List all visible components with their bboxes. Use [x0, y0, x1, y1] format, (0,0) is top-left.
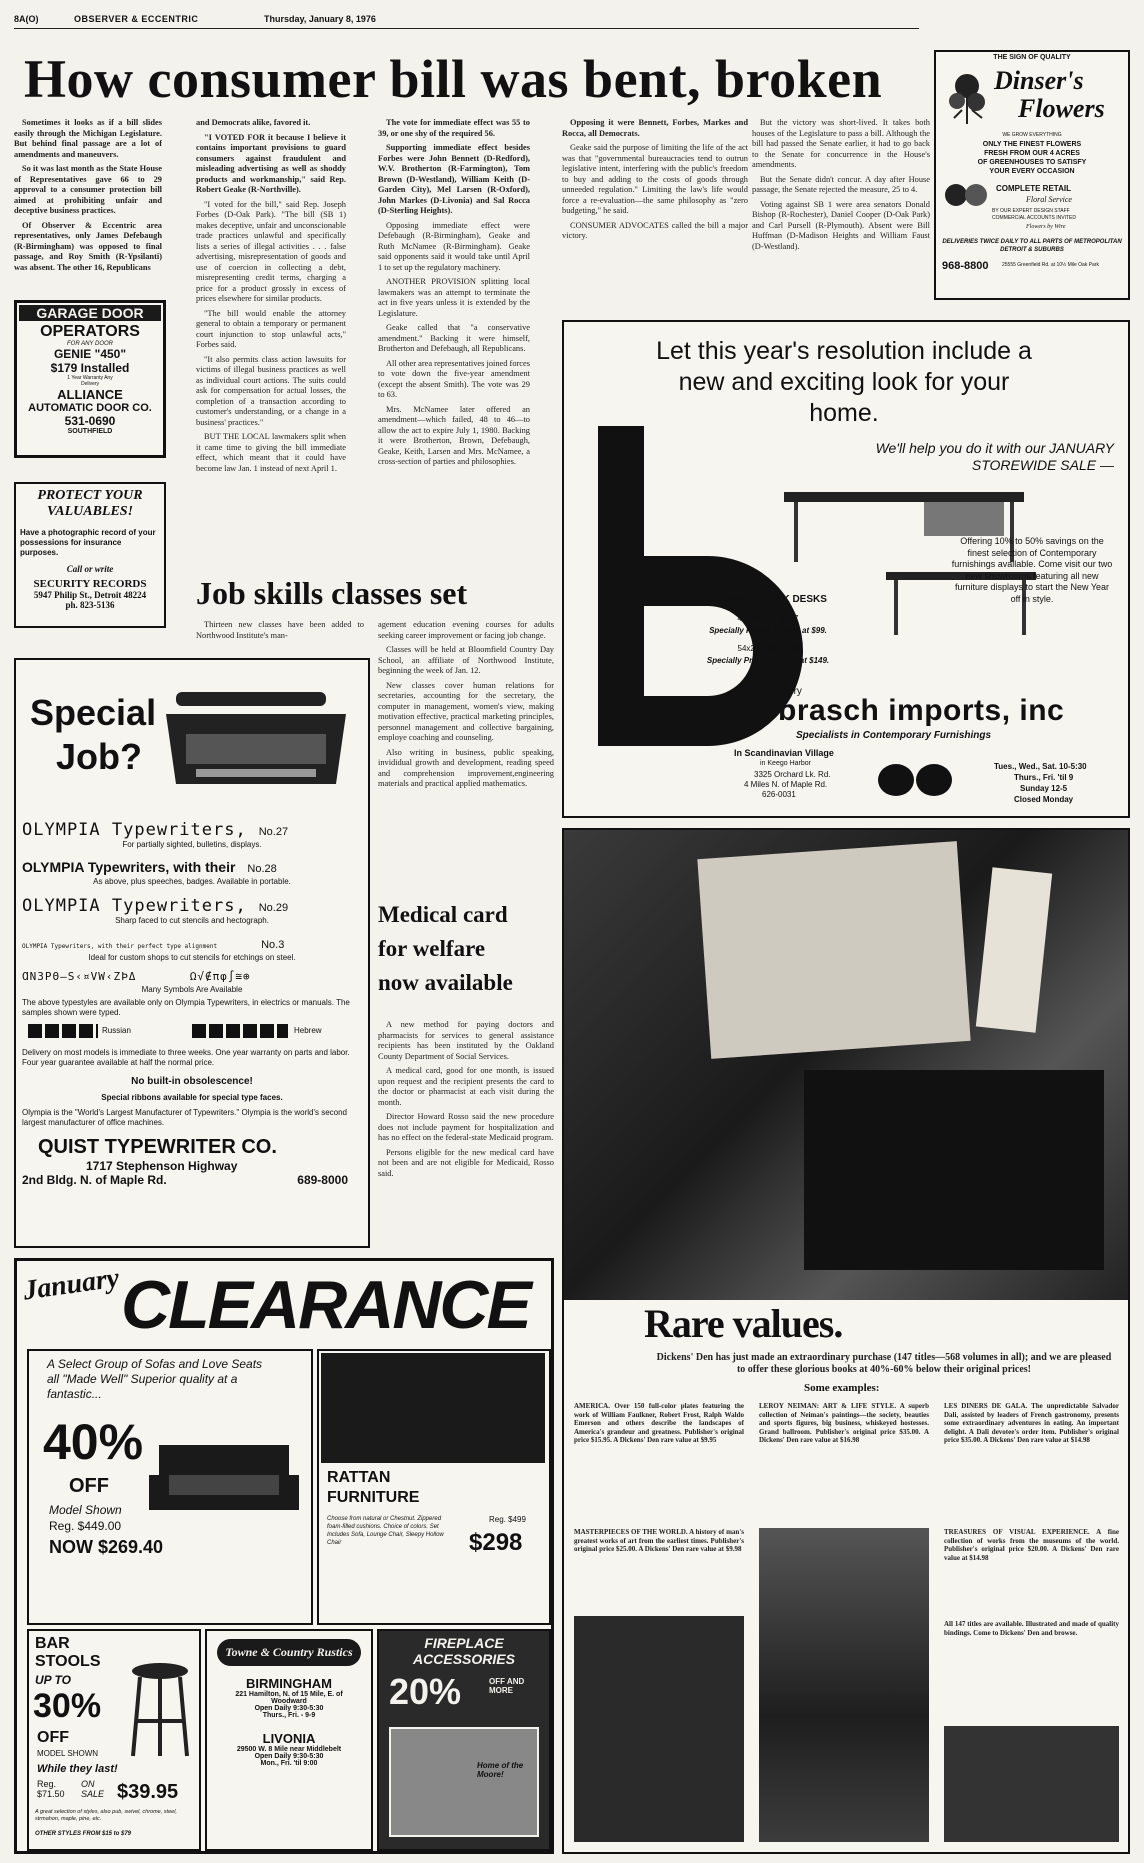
bar-off: OFF [37, 1729, 69, 1746]
dinser-tag: WE GROW EVERYTHING [1002, 132, 1062, 138]
typewriter-image [156, 674, 356, 794]
medical-headline-line: now available [378, 970, 513, 995]
book-spine [976, 867, 1052, 1032]
paragraph: Classes will be held at Bloomfield Country Day School, an affiliate of Northwood Institute, beginning the week of Jan. 12. [378, 645, 554, 675]
sale-emblem-icon [876, 762, 956, 798]
livonia-title: LIVONIA [262, 1731, 316, 1746]
paragraph: Voting against SB 1 were area senators Donald Bishop (R-Rochester), Daniel Cooper (D-Oak Park) and Carl Pursell (R-Plymouth). Absent were Bill Huffman (D-Madison Heights and William Faust (D-Westland). [752, 199, 930, 251]
dinser-name-2: Flowers [1018, 94, 1105, 123]
paragraph: A medical card, good for one month, is issued upon request and the recipient presents the card to the doctor or pharmacist at each visit during the month. [378, 1066, 554, 1107]
dinser-flowers-ad [934, 50, 1130, 300]
rattan-panel [317, 1349, 551, 1625]
type-sample-number: No.28 [247, 863, 277, 875]
garage-price: $179 Installed [50, 361, 130, 375]
sofa-image [149, 1415, 299, 1525]
sofa-off: OFF [69, 1475, 109, 1497]
dinser-name-1: Dinser's [994, 66, 1084, 95]
paragraph: All other area representatives joined forces to vote down the five-year amendment (except the absent Smith). The vote was 29 to 63. [378, 358, 530, 399]
rare-item-4: MASTERPIECES OF THE WORLD. A history of man's greatest works of art from the earliest times. Publisher's original price $25.00. A Dickens' Den rare value at $9.98 [574, 1528, 744, 1553]
type-sample-desc: Ideal for custom shops to cut stencils for etchings on steel. [88, 953, 296, 962]
brasch-hours-4: Closed Monday [1014, 795, 1074, 804]
dark-book [804, 1070, 1104, 1270]
dinser-staff: BY OUR EXPERT DESIGN STAFF [992, 208, 1070, 214]
sofa-percent: 40% [43, 1414, 144, 1470]
sofa-text: A Select Group of Sofas and Love Seats all "Made Well" Superior quality at a fantastic... [47, 1357, 263, 1401]
security-records-ad [14, 482, 166, 628]
quist-typewriter-ad [14, 658, 370, 1248]
typewriter-row [22, 896, 362, 925]
type-sample-desc: As above, plus speeches, badges. Available in portable. [93, 877, 291, 886]
symbols-available: Many Symbols Are Available [141, 985, 243, 994]
garage-sub: FOR ANY DOOR [66, 341, 113, 347]
dinser-address: 25555 Greenfield Rd. at 10½ Mile Oak Park [1002, 262, 1099, 268]
security-body: Have a photographic record of your possessions for insurance purposes. [20, 528, 156, 557]
medical-headline-line: for welfare [378, 936, 486, 961]
model-shown: Model Shown [49, 1503, 122, 1517]
paragraph: Persons eligible for the new medical card have not been and are not eligible for Medicaid, Rosso said. [378, 1147, 554, 1178]
bar-upto: UP TO [35, 1673, 72, 1687]
brasch-imports-ad [562, 320, 1130, 818]
typewriter-row [22, 859, 362, 886]
sofa-now: NOW $269.40 [49, 1537, 164, 1557]
language-samples [22, 1024, 362, 1040]
bar-on-sale: ON SALE [81, 1779, 105, 1799]
store-info-panel [205, 1629, 373, 1851]
typewriter-headline-1: Special [30, 692, 157, 733]
bar-stools-panel [27, 1629, 201, 1851]
bar-price: $39.95 [117, 1781, 179, 1803]
sofa-panel [27, 1349, 313, 1625]
bar-reg: Reg. $71.50 [37, 1779, 65, 1799]
no-obsolescence: No built-in obsolescence! [131, 1076, 253, 1087]
clearance-ad [14, 1258, 554, 1854]
main-story-col-3 [378, 118, 530, 588]
quist-address: 1717 Stephenson Highway [86, 1159, 238, 1173]
fireplace-panel [377, 1629, 551, 1851]
paragraph: "It also permits class action lawsuits for victims of illegal business practices as well as individual court actions. The suits could ask for compensation for actual losses, the completion of a transaction according to customer's understanding, or a change in a business' practices." [196, 354, 346, 427]
page-number: 8A(O) [14, 14, 39, 24]
dinser-line: YOUR EVERY OCCASION [989, 168, 1075, 175]
brasch-addr-2: 4 Miles N. of Maple Rd. [744, 780, 828, 789]
fireplace-title: FIREPLACE ACCESSORIES [413, 1635, 515, 1667]
cash-carry: Cash and carry [734, 686, 802, 697]
quist-bldg-row [22, 1173, 362, 1187]
paragraph: "I VOTED FOR it because I believe it contains important provisions to guard consumers against fraudulent and misleading advertising as well as shoddy products and workmanship," said Rep. Robert Geake (R-Northville). [196, 132, 346, 194]
fireplace-percent: 20% [389, 1671, 462, 1712]
rare-item-3: LES DINERS DE GALA. The unpredictable Salvador Dali, assisted by leaders of French gastronomy, presents some extraordinary adventures in eating. An important delight. A Dali devotee's order item. Publisher's original price $35.00. A Dickens' Den rare value at $14.98 [944, 1402, 1119, 1444]
paragraph: Also writing in business, public speaking, invididual growth and development, reading speed and comprehension improvement,engineering materials and practical applied mathematics. [378, 747, 554, 788]
fireplace-off: OFF AND MORE [489, 1677, 525, 1695]
clearance-january: January [21, 1262, 122, 1307]
type-sample-number: No.29 [258, 902, 289, 914]
brasch-offer: Offering 10% to 50% savings on the finest selection of Contemporary furnishings available. Come visit our two new showrooms featuring all new furniture displays to start the New Year off in style. [951, 536, 1113, 604]
brasch-harbor: in Keego Harbor [760, 760, 811, 767]
paragraph: and Democrats alike, favored it. [196, 118, 311, 127]
bar-title: BAR STOOLS [35, 1635, 101, 1670]
garage-warranty: 1 Year Warranty Any Delivery [67, 375, 113, 387]
rattan-image [321, 1353, 545, 1463]
rare-headline: Rare values. [644, 1301, 843, 1346]
dinser-retail: COMPLETE RETAIL [996, 184, 1071, 193]
type-sample-number: No.27 [258, 826, 289, 838]
hebrew-sample [192, 1024, 288, 1038]
type-sample-name: OLYMPIA Typewriters, [22, 820, 247, 840]
russian-sample [28, 1024, 98, 1038]
garage-door-ad [14, 300, 166, 458]
rare-image-1 [574, 1616, 744, 1842]
main-story-col-2 [196, 118, 346, 588]
garage-city: SOUTHFIELD [67, 428, 113, 435]
rattan-reg: Reg. $499 [489, 1515, 526, 1524]
security-phone: ph. 823-5136 [65, 600, 115, 610]
rattan-price: $298 [469, 1529, 523, 1556]
paragraph: Director Howard Rosso said the new procedure does not include payment for hospitalization and has no effect on the federal-state Medicaid program. [378, 1112, 554, 1142]
dinser-phone: 968-8800 [942, 260, 989, 272]
bar-note: A great selection of styles, also pub, swivel, chrome, steel, strmahon, maple, pine, etc. [35, 1809, 177, 1822]
rare-intro: Dickens' Den has just made an extraordinary purchase (147 titles—568 volumes in all); and we are pleased to offer these glorious books at 40%-60% below their original prices! [656, 1352, 1112, 1375]
rare-values-ad [562, 828, 1130, 1854]
paper-name: OBSERVER & ECCENTRIC [74, 14, 199, 24]
brasch-headline: Let this year's resolution include a new and exciting look for your home. [656, 337, 1032, 427]
quist-company: QUIST TYPEWRITER CO. [38, 1136, 277, 1158]
paragraph: agement education evening courses for adults seeking career improvement or facing job change. [378, 620, 554, 640]
paragraph: New classes cover human relations for secretaries, accounting for the secretary, the computer in management, women's view, making motivation effective, practical marketing principles, personnel management and collective bargaining, employe coaching and counseling. [378, 680, 554, 742]
security-address: 5947 Philip St., Detroit 48224 [33, 590, 147, 600]
paragraph: Of Observer & Eccentric area representatives, only James Defebaugh (R-Birmingham) was opposed to final passage, and Roy Smith (R-Ypsilanti) was absent. The other 16, Republicans [14, 220, 162, 272]
ftd-emblem-icon [944, 180, 988, 210]
quist-bldg: 2nd Bldg. N. of Maple Rd. [22, 1173, 167, 1187]
main-headline: How consumer bill was bent, broken [24, 49, 883, 109]
main-story-col-4 [562, 118, 748, 300]
type-sample-name: OLYMPIA Typewriters, [22, 896, 247, 916]
typewriter-rows [22, 820, 362, 1187]
type-sample-desc: For partially sighted, bulletins, displays. [122, 840, 262, 849]
desk-2-reg: 54x24 Reg. $189 [737, 644, 799, 653]
quist-phone: 689-8000 [297, 1173, 348, 1187]
medical-body [378, 1020, 554, 1250]
bar-while: While they last! [37, 1763, 118, 1775]
largest-manufacturer: Olympia is the "World's Largest Manufacturer of Typewriters." Olympia is the world's second largest manufacturer of office machines. [22, 1108, 348, 1127]
clearance-title: CLEARANCE [121, 1267, 530, 1343]
paragraph: Geake called that "a conservative amendment." Backing it were himself, Brotherton and Defebaugh, all Republicans. [378, 323, 530, 353]
rare-examples: Some examples: [804, 1382, 880, 1394]
brasch-hours-2: Thurs., Fri. 'til 9 [1014, 773, 1074, 782]
bar-percent: 30% [33, 1687, 102, 1725]
bham-thurs: Thurs., Fri. - 9-9 [262, 1712, 316, 1719]
bar-stool-image [125, 1661, 195, 1761]
typewriter-row [22, 935, 362, 962]
typewriter-delivery: Delivery on most models is immediate to three weeks. One year warranty on parts and labor. Four year guarantee available at half the normal price. [22, 1048, 350, 1067]
desk-title: "DOMINO" TEAK DESKS [709, 594, 827, 605]
security-name: SECURITY RECORDS [33, 578, 147, 590]
dinser-line: OF GREENHOUSES TO SATISFY [977, 159, 1087, 166]
paragraph: CONSUMER ADVOCATES called the bill a major victory. [562, 220, 748, 240]
dinser-commercial: COMMERCIAL ACCOUNTS INVITED [992, 215, 1076, 221]
masthead [14, 14, 919, 29]
job-skills-headline: Job skills classes set [196, 575, 468, 611]
dinser-line: FRESH FROM OUR 4 ACRES [984, 150, 1080, 157]
paragraph: Supporting immediate effect besides Forbes were John Bennett (D-Redford), W.V. Brotherton (R-Farmington), Tom Brown (D-Westland), William Keith (D-Garden City), Mel Larsen (R-Oxford), John Markes (D-Livonia) and Sal Rocca (D-Sterling Heights). [378, 143, 530, 215]
fireplace-home: Home of the Moore! [477, 1761, 524, 1779]
garage-title-2: OPERATORS [40, 323, 140, 340]
rare-image-2 [759, 1528, 929, 1842]
livonia-hours: Open Daily 9:30-5:30 [254, 1753, 324, 1760]
brasch-village: In Scandinavian Village [734, 748, 834, 758]
rattan-title: RATTAN [327, 1469, 391, 1486]
type-sample-desc: Sharp faced to cut stencils and hectograph. [115, 916, 269, 925]
paragraph: ANOTHER PROVISION splitting local lawmakers was an attempt to terminate the act in five years unless it is extended by the Legislature. [378, 277, 530, 318]
hebrew-label: Hebrew [294, 1026, 322, 1035]
typewriter-row [22, 820, 362, 849]
paragraph: But the Senate didn't concur. A day after House passage, the Senate rejected the measure, 25 to 4. [752, 174, 930, 194]
dinser-sign: THE SIGN OF QUALITY [993, 54, 1071, 61]
rare-item-6: All 147 titles are available. Illustrated and made of quality bindings. Come to Dickens' Den and browse. [944, 1620, 1119, 1637]
paragraph: "The bill would enable the attorney general to obtain a temporary or permanent court injunction to stop unlawful acts," Forbes said. [196, 308, 346, 349]
type-sample-name: OLYMPIA Typewriters, with their perfect type alignment [22, 943, 218, 950]
dinser-floral: Floral Service [1026, 195, 1072, 204]
paragraph: Thirteen new classes have been added to Northwood Institute's man- [196, 620, 364, 640]
paragraph: Geake said the purpose of limiting the life of the act was that "governmental bureaucracies tend to outrun legislative intent, interfering with the public's freedom to buy and adding to the costs of goods through unneeded regulation." Limiting the law's life would force a re-evaluation—the same philosophy as "zero budgeting," he said. [562, 143, 748, 215]
paragraph: Opposing immediate effect were Defebaugh (R-Birmingham), Geake and Ruth McNamee (R-Birmingham). Geake said opponents said it would take until April 1 to set up the regulatory machinery. [378, 220, 530, 272]
sofa-reg: Reg. $449.00 [49, 1519, 122, 1533]
livonia-mon: Mon., Fri. 'til 9:00 [260, 1760, 318, 1767]
job-skills-col-2 [378, 620, 554, 880]
rattan-furniture: FURNITURE [327, 1489, 420, 1506]
issue-date: Thursday, January 8, 1976 [264, 14, 376, 24]
medical-headline [378, 898, 554, 1000]
garage-title-1: GARAGE DOOR [19, 305, 161, 321]
paragraph: Mrs. McNamee later offered an amendment—which failed, 48 to 46—to allow the act to expire July 1, 1980. Backing it were Brotherton, Brown, Defebaugh, Geake, Keith, Larsen and Mrs. McNamee, a cross-section of parties and philosophies. [378, 404, 530, 466]
desk-2-special: Specially Priced for you at $149. [706, 656, 830, 665]
paragraph: BUT THE LOCAL lawmakers split when it came time to giving the bill immediate effect, which meant that it could have become law Jan. 1 instead of next April 1. [196, 432, 346, 473]
desk-1-reg: 41x24 Reg. $127 [737, 614, 799, 623]
bar-other: OTHER STYLES FROM $15 to $79 [35, 1831, 132, 1837]
bar-model: MODEL SHOWN [37, 1749, 99, 1758]
paragraph: So it was last month as the State House of Representatives gave 66 to 29 approval to a consumer protection bill aimed at prohibiting unfair and deceptive business practices. [14, 164, 162, 215]
russian-label: Russian [102, 1026, 131, 1035]
dinser-line: ONLY THE FINEST FLOWERS [982, 141, 1082, 148]
livonia-address: 29500 W. 8 Mile near Middlebelt [236, 1746, 342, 1753]
brasch-hours-3: Sunday 12-5 [1020, 784, 1068, 793]
flower-icon [942, 66, 992, 126]
paragraph: But the victory was short-lived. It takes both houses of the Legislature to pass a bill. Although the bill had passed the Senate earlier, it had to go back to the Senate for concurrence in the House's amendments. [752, 118, 930, 169]
paragraph: Sometimes it looks as if a bill slides easily through the Michigan Legislature. But behind final passage are a lot of amendments and maneuvers. [14, 118, 162, 159]
dinser-delivery: DELIVERIES TWICE DAILY TO ALL PARTS OF METROPOLITAN DETROIT & SUBURBS [942, 239, 1122, 253]
paragraph: "I voted for the bill," said Rep. Joseph Forbes (D-Oak Park). "The bill (SB 1) makes deceptive, unfair and unconscionable trade practices unlawful and specifically lists a series of illegal activities . . . false advertising, misrepresentation of goods and use of coercion in collecting a debt, misrepresenting credit terms, charging a price for a product grossly in excess of prices elsewhere for similar products. [196, 199, 346, 303]
brasch-brand: brasch imports, inc [778, 694, 1065, 727]
dinser-wire: Flowers by Wire [1026, 224, 1066, 230]
dinser-lines [936, 140, 1128, 176]
main-story-col-5 [752, 118, 930, 300]
bham-address: 221 Hamilton, N. of 15 Mile, E. of Woodward [235, 1691, 343, 1705]
typestyles-available: The above typestyles are available only on Olympia Typewriters, in electrics or manuals. The samples shown were typed. [22, 998, 350, 1017]
rattan-desc: Choose from natural or Chestnut. Zippered foam-filled cushions. Choice of colors. Set Includes Sofa, Lounge Chair, Sleepy Hollow Chair [327, 1516, 444, 1546]
type-sample-name: OLYMPIA Typewriters, with their [22, 859, 236, 875]
brasch-brand-sub: Specialists in Contemporary Furnishings [796, 730, 992, 741]
rare-image-3 [944, 1726, 1119, 1842]
paragraph: A new method for paying doctors and pharmacists for services to general assistance recipients has been instituted by the Oakland County Department of Social Services. [378, 1020, 554, 1061]
bham-hours: Open Daily 9:30-5:30 [254, 1705, 324, 1712]
typewriter-headline-2: Job? [56, 736, 142, 777]
security-call: Call or write [66, 564, 114, 574]
type-sample-number: No.3 [261, 939, 285, 951]
rare-item-1: AMERICA. Over 150 full-color plates featuring the work of William Faulkner, Robert Frost, Ralph Waldo Emerson and others describe the landscapes of America's grandeur and greatness. Publisher's original price $15.95. A Dickens' Den rare value at $9.95 [574, 1402, 744, 1444]
brasch-addr-1: 3325 Orchard Lk. Rd. [754, 770, 831, 779]
garage-genie: GENIE "450" [53, 347, 127, 361]
books-photo [564, 830, 1128, 1300]
paragraph: Opposing it were Bennett, Forbes, Markes and Rocca, all Democrats. [562, 118, 748, 138]
special-ribbons: Special ribbons available for special type faces. [101, 1093, 283, 1102]
garage-phone: 531-0690 [64, 414, 116, 428]
paragraph: The vote for immediate effect was 55 to 39, or one shy of the required 56. [378, 118, 530, 138]
desk-1-special: Specially Priced for you at $99. [709, 626, 827, 635]
rare-item-5: TREASURES OF VISUAL EXPERIENCE. A fine collection of works from the museums of the world. Publisher's original price $20.00. A Dickens' Den rare value at $14.98 [944, 1528, 1119, 1562]
book-stack [697, 841, 970, 1059]
garage-company-1: ALLIANCE [57, 387, 123, 402]
brasch-phone: 626-0031 [762, 790, 796, 799]
fireplace-image [389, 1727, 539, 1837]
brasch-hours-1: Tues., Wed., Sat. 10-5:30 [994, 762, 1087, 771]
garage-company-2: AUTOMATIC DOOR CO. [28, 402, 152, 414]
medical-headline-line: Medical card [378, 902, 508, 927]
bham-title: BIRMINGHAM [246, 1676, 332, 1691]
main-story-col-1 [14, 118, 162, 300]
store-name: Towne & Country Rustics [217, 1639, 361, 1666]
rare-item-2: LEROY NEIMAN: ART & LIFE STYLE. A superb collection of Neiman's paintings—the society, beauties and sports figures, big business, whiskeyed hostesses. Grand ballroom. Publisher's original price $35.00. A Dickens' Den rare value at $16.98 [759, 1402, 929, 1444]
brasch-sub: We'll help you do it with our JANUARY STOREWIDE SALE — [875, 440, 1114, 473]
job-skills-col-1 [196, 620, 364, 650]
symbol-sample: ⱭN3PΘ–S‹¤VW‹ZÞΔ Ω√∉πφ∫≅⊕ [22, 970, 251, 983]
security-title: PROTECT YOUR VALUABLES! [37, 488, 143, 519]
